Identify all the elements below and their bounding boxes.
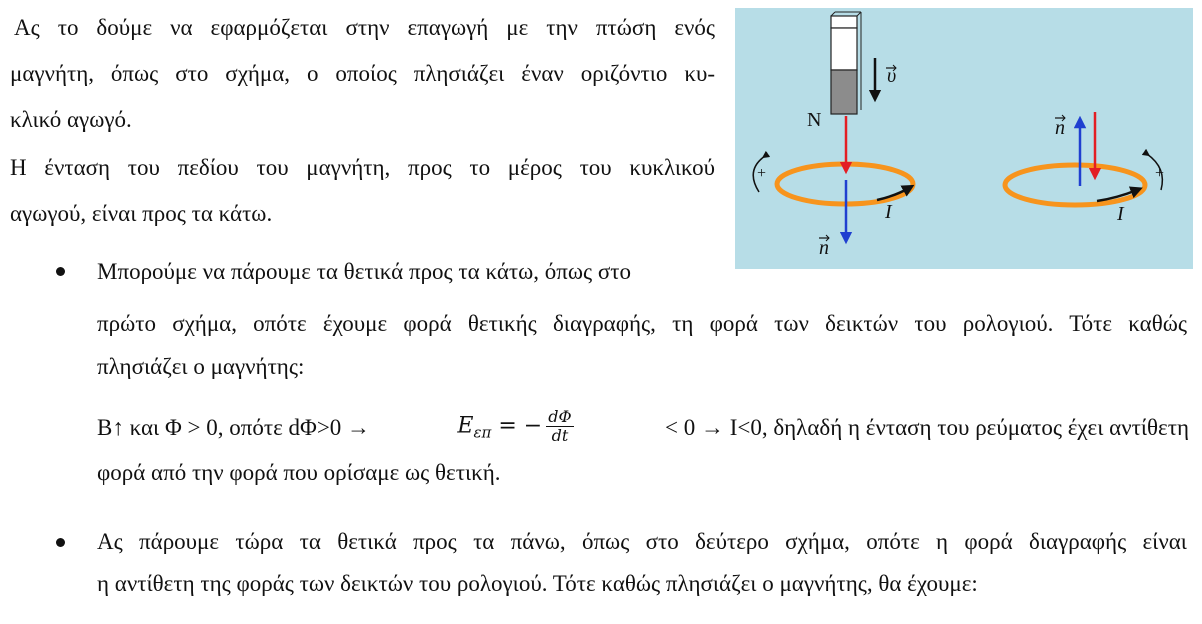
emf-symbol: E <box>457 413 474 439</box>
paragraph1-line3: κλικό αγωγό. <box>10 107 132 132</box>
equation-part2: < 0 → I<0, δηλαδή η ένταση του ρεύματος έχει αντίθετη <box>664 415 1189 440</box>
bullet2-line2: η αντίθετη της φοράς των δεικτών του ρολογιού. Τότε καθώς πλησιάζει ο μαγνήτης, θα έχουμε: <box>97 571 978 596</box>
induction-figure <box>735 8 1193 269</box>
left-normal-label: n <box>819 237 829 259</box>
paragraph1-line1: Ας το δούμε να εφαρμόζεται στην επαγωγή με την πτώση ενός <box>14 15 715 40</box>
bullet1-equation <box>97 402 1189 454</box>
velocity-label: υ <box>887 65 897 87</box>
bullet1-line3: πλησιάζει ο μαγνήτης: <box>97 354 305 379</box>
induction-diagram <box>735 8 1193 269</box>
left-current-label: I <box>885 201 892 223</box>
emf-subscript: επ <box>473 423 492 442</box>
flux-derivative-fraction <box>546 408 573 445</box>
emf-expression <box>457 408 577 448</box>
bullet1-line5: φορά από την φορά που ορίσαμε ως θετική. <box>97 460 501 485</box>
emf-equals: = − <box>491 413 543 439</box>
paragraph1-line2: μαγνήτη, όπως στο σχήμα, ο οποίος πλησιάζει έναν οριζόντιο κυ- <box>10 61 715 86</box>
bullet1-line1: Μπορούμε να πάρουμε τα θετικά προς τα κάτω, όπως στο <box>97 259 632 284</box>
magnet <box>831 12 861 114</box>
left-plus-label: + <box>757 165 767 182</box>
pole-label: N <box>807 109 822 131</box>
bullet-marker <box>56 267 65 276</box>
bullet-marker <box>56 538 65 547</box>
bullet1-line2: πρώτο σχήμα, οπότε έχουμε φορά θετικής διαγραφής, τη φορά των δεικτών του ρολογιού. Τότε καθώς <box>97 311 1187 336</box>
bullet2-line1: Ας πάρουμε τώρα τα θετικά προς τα πάνω, όπως στο δεύτερο σχήμα, οπότε η φορά διαγραφής είναι <box>97 529 1187 554</box>
figure-background <box>735 8 1193 269</box>
right-normal-label: n <box>1055 117 1065 139</box>
paragraph2-line2: αγωγού, είναι προς τα κάτω. <box>10 201 273 226</box>
fraction-numerator: dΦ <box>548 407 572 427</box>
right-plus-label: + <box>1155 165 1165 182</box>
equation-part1: B↑ και Φ > 0, οπότε dΦ>0 → <box>97 415 371 440</box>
fraction-denominator: dt <box>551 426 569 446</box>
paragraph2-line1: Η ένταση του πεδίου του μαγνήτη, προς το μέρος του κυκλικού <box>10 155 715 180</box>
right-current-label: I <box>1117 203 1124 225</box>
